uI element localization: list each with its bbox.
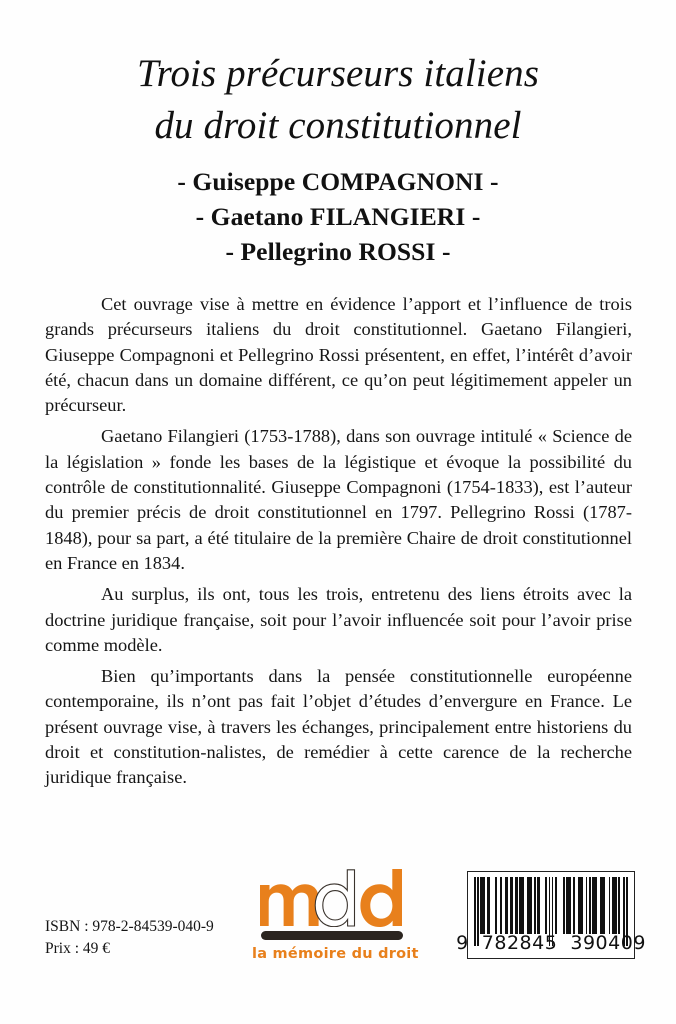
- book-title-line-2: du droit constitutionnel: [154, 103, 522, 147]
- mdd-letters-icon: [258, 869, 406, 927]
- author-line-1: - Guiseppe COMPAGNONI -: [177, 166, 499, 196]
- mdd-logo-bar: [261, 931, 403, 940]
- book-title: [40, 48, 636, 152]
- blurb-text: [45, 292, 632, 791]
- price-text: Prix : 49 €: [45, 940, 111, 957]
- author-line-2: - Gaetano FILANGIERI -: [195, 201, 481, 231]
- blurb-paragraph-2: Gaetano Filangieri (1753-1788), dans son ouvrage intitulé « Science de la législation » fonde les bases de la légistique et évoque la possibilité du contrôle de constitutionnalité. Giuseppe Compagnoni (1754-1833), est l’auteur du premier précis de droit constitutionnel en 1797. Pellegrino Rossi (1787-1848), pour sa part, a été titulaire de la première Chaire de droit constitutionnel en France en 1834.: [45, 426, 632, 573]
- barcode-digits: 9 782845 390409: [456, 932, 646, 954]
- blurb-paragraph-1: Cet ouvrage vise à mettre en évidence l’apport et l’influence de trois grands précurseurs italiens du droit constitutionnel. Gaetano Filangieri, Giuseppe Compagnoni et Pellegrino Rossi présentent, en effet, l’intérêt d’avoir été, chacun dans un domaine différent, ce qu’on peut légitimement appeler un précurseur.: [45, 294, 632, 416]
- barcode-bars: [474, 877, 628, 934]
- author-list: [40, 164, 636, 270]
- mdd-logo-mark: [258, 869, 406, 927]
- blurb-paragraph-3: Au surplus, ils ont, tous les trois, entretenu des liens étroits avec la doctrine juridique française, soit pour l’avoir influencée soit pour l’avoir prise comme modèle.: [45, 584, 632, 655]
- isbn-text: ISBN : 978-2-84539-040-9: [45, 918, 214, 935]
- barcode: [456, 871, 646, 959]
- book-title-line-1: Trois précurseurs italiens: [136, 52, 540, 95]
- blurb-paragraph-4: Bien qu’importants dans la pensée constitutionnelle européenne contemporaine, ils n’ont pas fait l’objet d’études d’envergure en France. Le présent ouvrage vise, à travers les échanges, principalement entre historiens du droit et constitution-nalistes, de remédier à cette carence de la recherche juridique française.: [45, 666, 632, 788]
- cover-footer: [0, 864, 676, 1024]
- isbn-block: [45, 916, 214, 960]
- publisher-tagline: la mémoire du droit: [252, 946, 419, 962]
- title-block: [40, 48, 636, 269]
- publisher-logo: [252, 869, 419, 962]
- author-line-3: - Pellegrino ROSSI -: [225, 237, 451, 267]
